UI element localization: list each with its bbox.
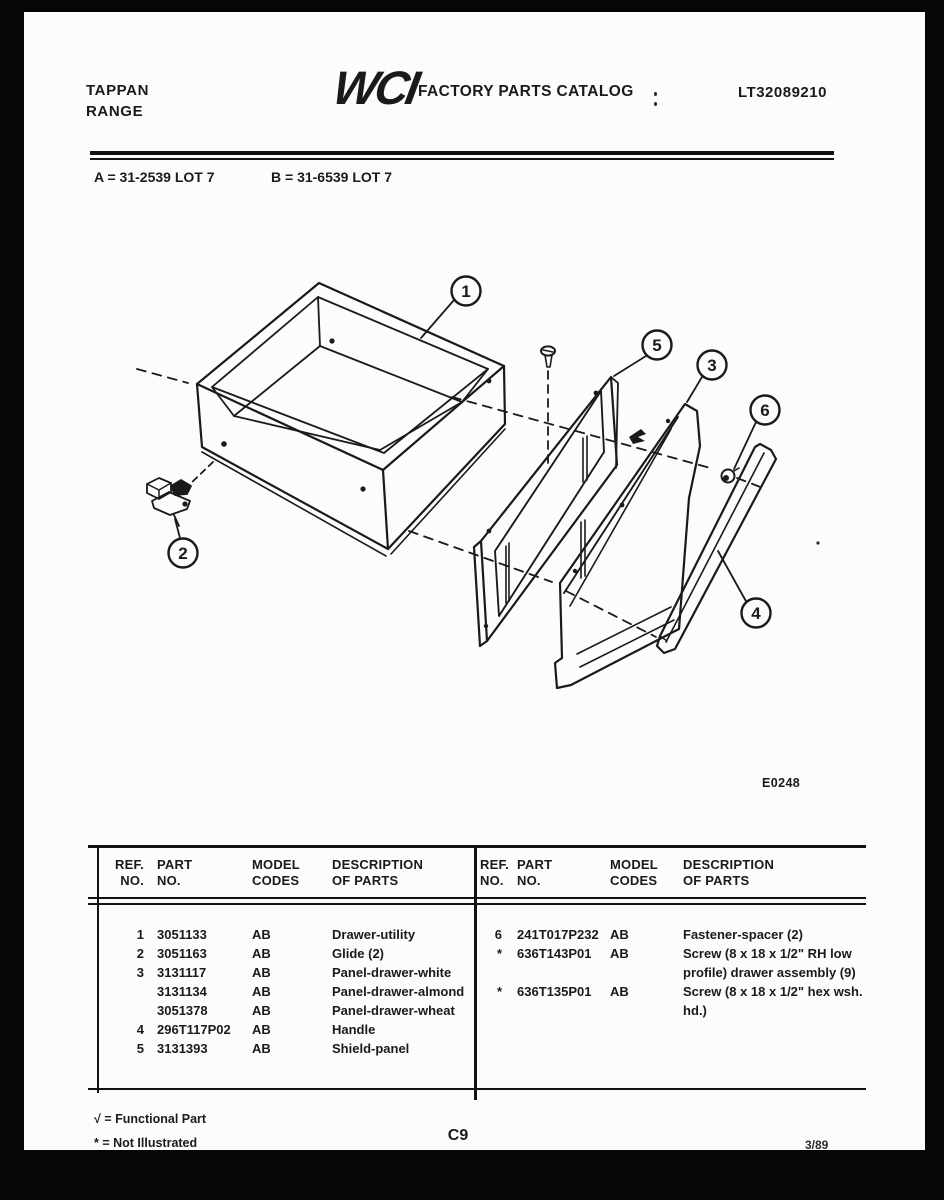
table-center-divider bbox=[474, 848, 477, 1100]
desc-cell: Drawer-utility bbox=[332, 927, 416, 942]
table-left-border bbox=[97, 848, 99, 1093]
ref-cell: 5 bbox=[136, 1041, 144, 1056]
model-a: A = 31-2539 LOT 7 bbox=[94, 169, 215, 185]
table-header-rule bbox=[88, 897, 866, 905]
desc-cell: Panel-drawer-wheat bbox=[332, 1003, 455, 1018]
model-cell: AB bbox=[610, 927, 629, 942]
ref-cell: * bbox=[496, 946, 502, 961]
functional-part-note: √ = Functional Part bbox=[94, 1112, 207, 1126]
col-header-ref: REF. NO. bbox=[480, 857, 509, 888]
ref-cell bbox=[106, 982, 157, 1001]
part-cell: 636T143P01 bbox=[517, 946, 592, 961]
wci-logo: WCI bbox=[329, 61, 422, 114]
brand-name bbox=[86, 80, 149, 122]
ref-cell: 4 bbox=[136, 1022, 144, 1037]
model-cell: AB bbox=[252, 927, 271, 942]
page-number: C9 bbox=[447, 1127, 469, 1144]
desc-cell: Screw (8 x 18 x 1/2" RH low profile) drawer assembly (9) bbox=[683, 946, 856, 980]
callout-4-label: 4 bbox=[751, 604, 761, 623]
scan-speck bbox=[654, 92, 657, 96]
table-header-left bbox=[106, 857, 472, 889]
drawer-utility-part bbox=[197, 283, 505, 556]
part-cell: 241T017P232 bbox=[517, 927, 599, 942]
desc-cell: Screw (8 x 18 x 1/2" hex wsh. hd.) bbox=[683, 984, 863, 1018]
part-cell: 3131117 bbox=[157, 965, 207, 980]
arrow-wedge-mark bbox=[629, 429, 646, 444]
part-cell: 3051133 bbox=[157, 927, 207, 942]
ref-cell: 2 bbox=[136, 946, 144, 961]
revision-date: 3/89 bbox=[805, 1138, 829, 1150]
scan-speck bbox=[654, 102, 657, 106]
header-divider bbox=[90, 151, 834, 160]
col-header-part: PART NO. bbox=[517, 857, 553, 888]
brand-line-2: RANGE bbox=[86, 103, 144, 120]
exploded-diagram bbox=[130, 255, 820, 725]
desc-cell: Glide (2) bbox=[332, 946, 385, 961]
callout-1-label: 1 bbox=[461, 282, 471, 301]
catalog-sheet bbox=[24, 12, 925, 1150]
model-cell: AB bbox=[252, 946, 271, 961]
catalog-title: FACTORY PARTS CATALOG bbox=[418, 83, 634, 100]
col-header-desc: DESCRIPTION OF PARTS bbox=[683, 857, 775, 888]
model-b: B = 31-6539 LOT 7 bbox=[271, 169, 393, 185]
part-cell: 3131134 bbox=[157, 984, 207, 999]
callout-6-label: 6 bbox=[760, 401, 770, 420]
model-cell: AB bbox=[252, 1003, 271, 1018]
col-header-ref: REF. NO. bbox=[115, 857, 144, 888]
desc-cell: Shield-panel bbox=[332, 1041, 410, 1056]
part-cell: 3051163 bbox=[157, 946, 207, 961]
model-cell: AB bbox=[610, 946, 629, 961]
scan-dot bbox=[816, 541, 819, 544]
publication-number: LT32089210 bbox=[738, 84, 827, 101]
scan-edge-top bbox=[0, 0, 944, 12]
parts-rows-right bbox=[480, 925, 864, 1020]
glide-part bbox=[147, 478, 191, 526]
table-header-right bbox=[480, 857, 864, 889]
not-illustrated-note: * = Not Illustrated bbox=[94, 1136, 198, 1150]
figure-code: E0248 bbox=[762, 776, 801, 790]
part-cell: 636T135P01 bbox=[517, 984, 592, 999]
model-cell: AB bbox=[252, 965, 271, 980]
model-cell: AB bbox=[610, 984, 629, 999]
model-cell: AB bbox=[252, 1022, 271, 1037]
callout-3-label: 3 bbox=[707, 356, 717, 375]
drawer-panel-part bbox=[555, 404, 700, 688]
ref-cell bbox=[106, 1001, 157, 1020]
ref-cell: 1 bbox=[136, 927, 144, 942]
desc-cell: Fastener-spacer (2) bbox=[683, 927, 803, 942]
part-cell: 3131393 bbox=[157, 1041, 208, 1056]
ref-cell: * bbox=[496, 984, 502, 999]
brand-line-1: TAPPAN bbox=[86, 82, 150, 99]
col-header-desc: DESCRIPTION OF PARTS bbox=[332, 857, 424, 888]
ref-cell: 6 bbox=[494, 927, 502, 942]
model-cell: AB bbox=[252, 1041, 271, 1056]
col-header-model: MODEL CODES bbox=[610, 857, 658, 888]
col-header-model: MODEL CODES bbox=[252, 857, 300, 888]
model-cell: AB bbox=[252, 984, 271, 999]
model-line bbox=[24, 169, 925, 187]
parts-table bbox=[88, 845, 866, 1090]
callout-2-label: 2 bbox=[178, 544, 188, 563]
callout-5-label: 5 bbox=[652, 336, 662, 355]
desc-cell: Panel-drawer-white bbox=[332, 965, 452, 980]
desc-cell: Panel-drawer-almond bbox=[332, 984, 465, 999]
col-header-part: PART NO. bbox=[157, 857, 193, 888]
fastener-spacer-part bbox=[722, 468, 740, 483]
parts-rows-left bbox=[106, 925, 472, 1058]
part-cell: 296T117P02 bbox=[157, 1022, 231, 1037]
part-cell: 3051378 bbox=[157, 1003, 208, 1018]
desc-cell: Handle bbox=[332, 1022, 376, 1037]
callout-balloons bbox=[169, 277, 780, 628]
ref-cell: 3 bbox=[136, 965, 144, 980]
callout-numbers bbox=[178, 282, 769, 623]
